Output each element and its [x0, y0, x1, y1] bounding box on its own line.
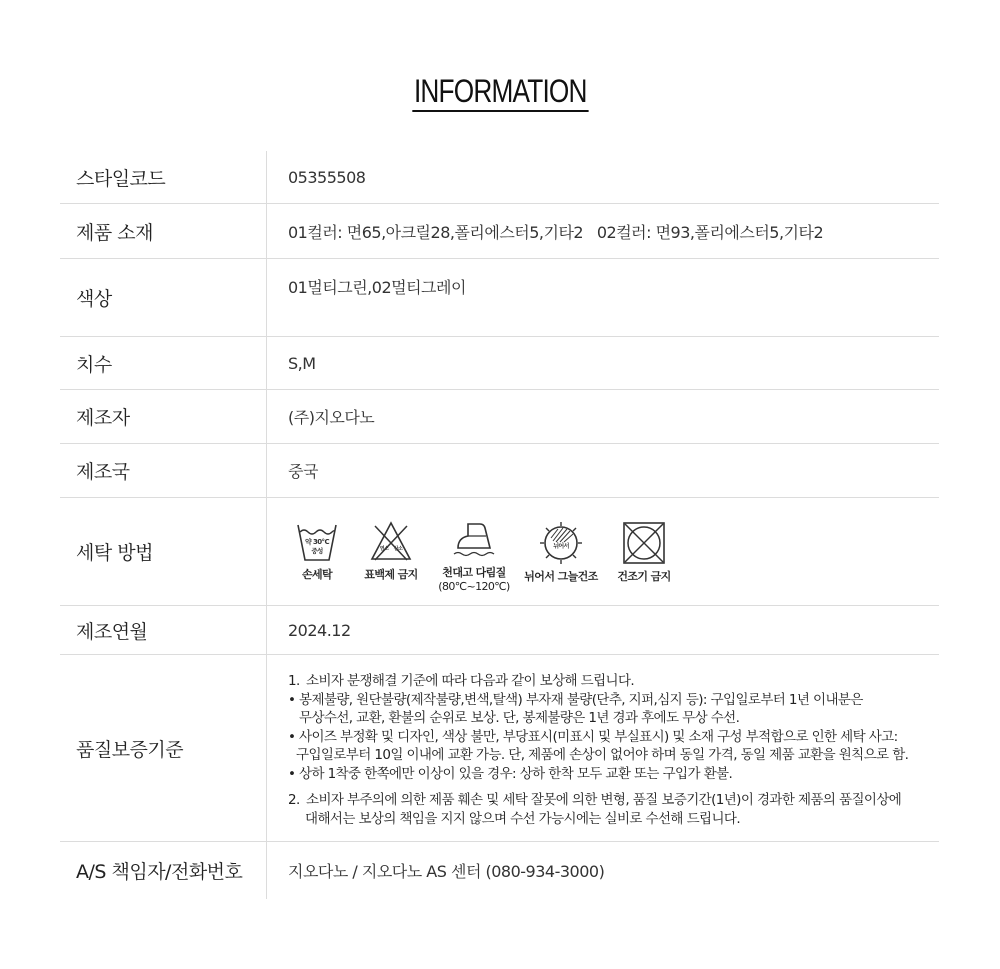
bullet-dot: • [288, 691, 296, 708]
row-value: 중국 [288, 462, 318, 481]
care-inner-text: 중성 [311, 546, 323, 555]
bullet-text: 상하 1착중 한쪽에만 이상이 있을 경우: 상하 한착 모두 교환 또는 구입가 환불. [299, 765, 733, 782]
page-title: INFORMATION [412, 74, 588, 112]
care-caption-sub: (80℃~120℃) [438, 579, 510, 593]
item-number: 1. [288, 673, 300, 689]
bullet-text-cont: 구입일로부터 10일 이내에 교환 가능. 단, 제품에 손상이 없어야 하며 동일 가격, 동일 제품 교환을 원칙으로 함. [296, 747, 909, 763]
no-bleach-icon [369, 520, 413, 564]
no-tumble-dry-icon [621, 520, 667, 566]
row-material [60, 204, 939, 259]
care-icons [291, 510, 674, 594]
row-value: 2024.12 [288, 620, 351, 640]
quality-item-1 [288, 672, 908, 691]
bullet-dot: • [288, 728, 296, 745]
row-label: 세탁 방법 [60, 498, 267, 605]
row-country [60, 444, 939, 498]
row-label: 색상 [60, 259, 267, 336]
care-caption: 손세탁 [301, 567, 333, 581]
care-caption: 뉘어서 그늘건조 [524, 569, 598, 583]
row-label: 스타일코드 [60, 151, 267, 203]
row-value: S,M [288, 353, 316, 373]
item-text: 소비자 분쟁해결 기준에 따라 다음과 같이 보상해 드립니다. [306, 673, 635, 689]
bullet-text-cont: 무상수선, 교환, 환불의 순위로 보상. 단, 봉제불량은 1년 경과 후에도 무상 수선. [299, 710, 740, 726]
iron-icon [450, 520, 498, 562]
care-caption: 천대고 다림질 [442, 565, 506, 579]
care-no-tumble-dry [614, 520, 674, 584]
quality-bullet [288, 691, 908, 710]
quality-bullet [288, 728, 908, 747]
bullet-text: 사이즈 부정확 및 디자인, 색상 불만, 부당표시(미표시 및 부실표시) 및 소재 구성 부적합으로 인한 세탁 사고: [299, 728, 898, 745]
row-value: (주)지오다노 [288, 408, 375, 427]
care-hand-wash [291, 520, 343, 582]
row-manufactured [60, 606, 939, 655]
row-maker [60, 390, 939, 444]
bullet-dot: • [288, 765, 296, 782]
shade-dry-icon [538, 520, 584, 566]
care-caption: 표백제 금지 [364, 567, 418, 581]
item-text-cont: 대해서는 보상의 책임을 지지 않으며 수선 가능시에는 실비로 수선해 드립니다. [305, 810, 741, 827]
row-size [60, 337, 939, 390]
care-icons-cell [267, 498, 939, 605]
row-color [60, 259, 939, 337]
row-washing [60, 498, 939, 606]
care-inner-text: 염소 [379, 545, 389, 552]
product-info-table [60, 151, 939, 899]
row-value: 01컬러: 면65,아크릴28,폴리에스터5,기타2 02컬러: 면93,폴리에스터5,기타2 [288, 222, 824, 242]
item-number: 2. [288, 792, 300, 808]
care-inner-text: 약 30°C [305, 537, 329, 546]
page-title-wrap [0, 74, 1000, 112]
care-inner-text: 산소 [393, 545, 403, 552]
care-inner-text: 뉘어서 [553, 542, 569, 550]
row-label: 치수 [60, 337, 267, 389]
quality-cell [267, 655, 939, 841]
quality-item-2 [288, 791, 908, 810]
bullet-text: 봉제불량, 원단불량(제작불량,변색,탈색) 부자재 불량(단추, 지퍼,심지 등): 구입일로부터 1년 이내분은 [299, 691, 863, 708]
row-as-contact [60, 842, 939, 899]
row-label: 제조국 [60, 444, 267, 497]
care-shade-dry [521, 520, 601, 584]
row-label: A/S 책임자/전화번호 [60, 842, 267, 899]
hand-wash-icon [295, 520, 339, 564]
row-value: 지오다노 / 지오다노 AS 센터 (080-934-3000) [288, 862, 605, 881]
care-caption: 건조기 금지 [617, 569, 671, 583]
item-text: 소비자 부주의에 의한 제품 훼손 및 세탁 잘못에 의한 변형, 품질 보증기간(1년)이 경과한 제품의 품질이상에 [306, 792, 902, 808]
row-quality [60, 655, 939, 842]
row-label: 제품 소재 [60, 204, 267, 258]
quality-text [288, 668, 908, 828]
row-value: 05355508 [288, 167, 366, 187]
row-label: 제조자 [60, 390, 267, 443]
quality-bullet [288, 765, 908, 784]
row-label: 품질보증기준 [60, 655, 267, 841]
row-label: 제조연월 [60, 606, 267, 654]
row-value: 01멀티그린,02멀티그레이 [288, 278, 466, 297]
row-style-code [60, 151, 939, 204]
care-iron [437, 520, 511, 594]
care-no-bleach [360, 520, 422, 582]
